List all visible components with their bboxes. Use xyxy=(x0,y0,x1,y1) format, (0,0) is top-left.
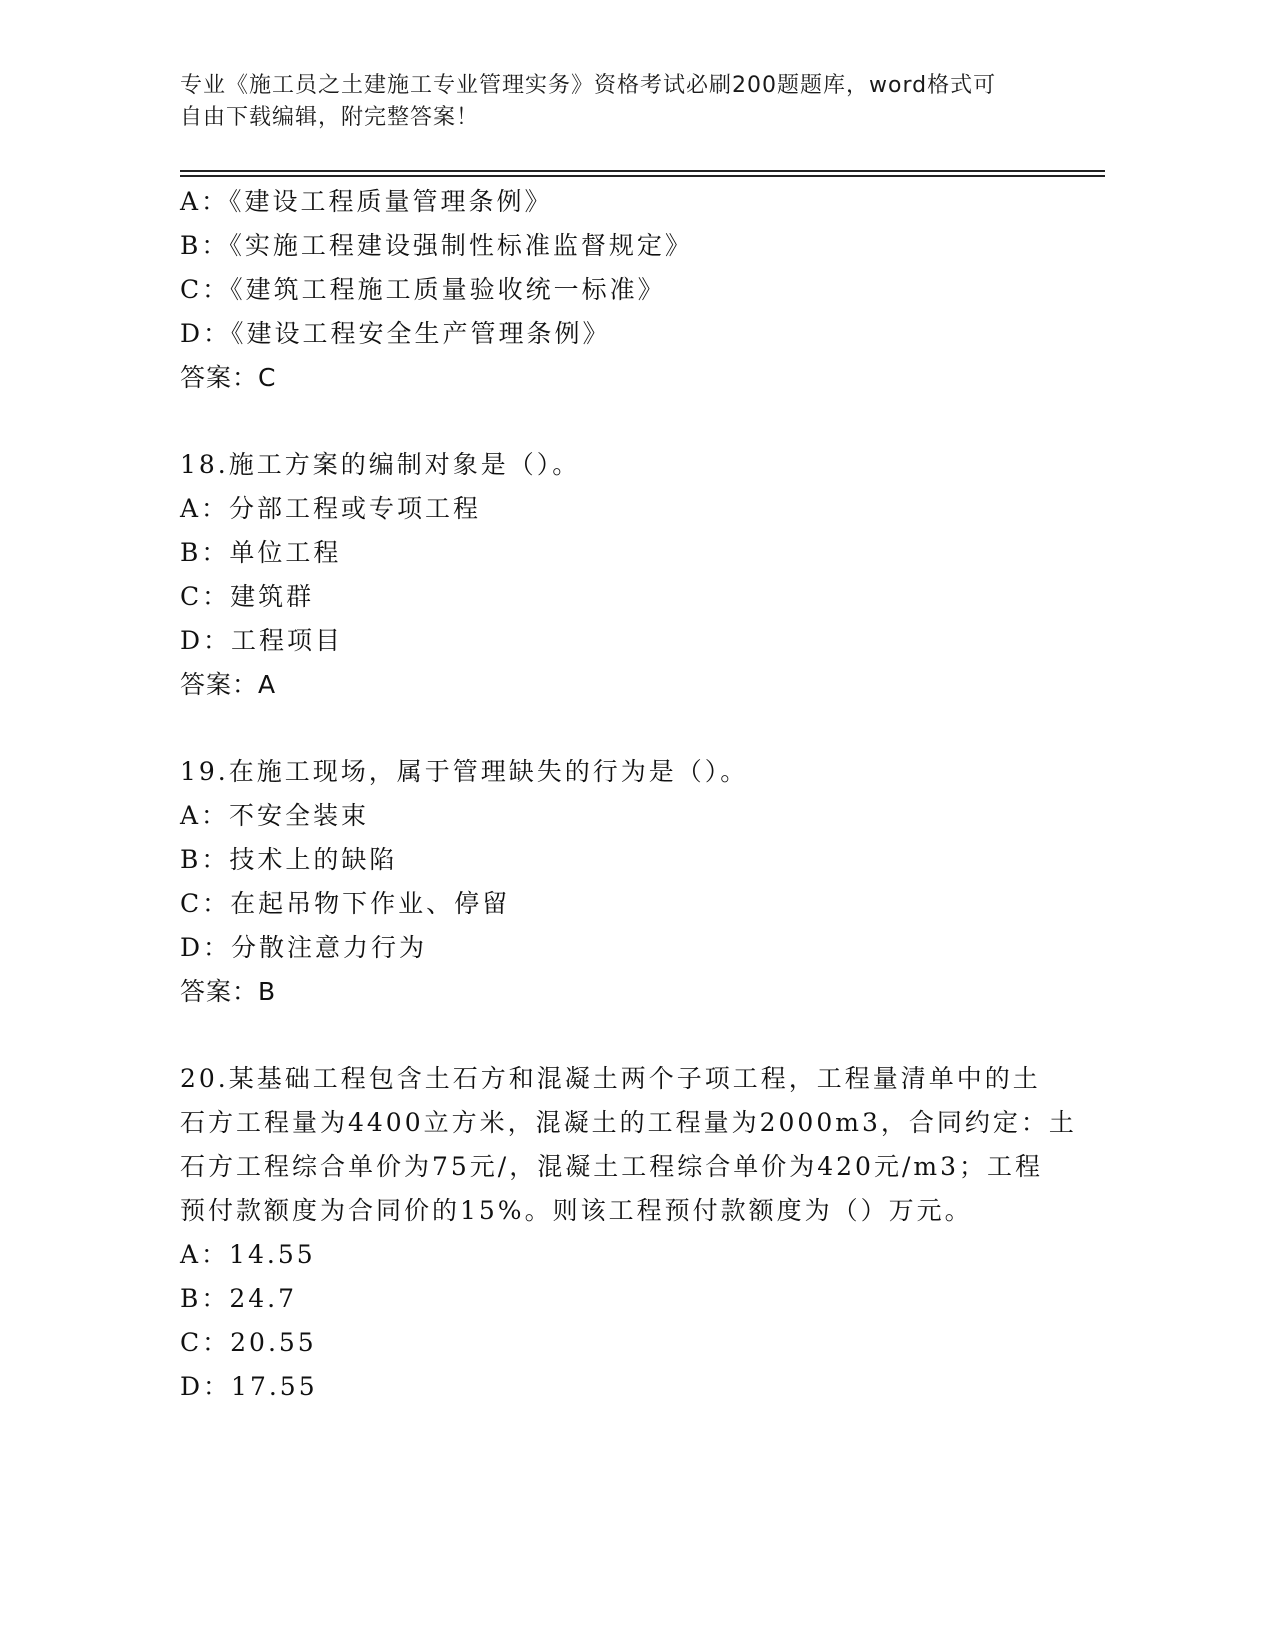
option-b: B：单位工程 xyxy=(180,538,342,567)
option-c: C：《建筑工程施工质量验收统一标准》 xyxy=(180,275,666,304)
option-d: D：分散注意力行为 xyxy=(180,933,428,962)
option-a: A：《建设工程质量管理条例》 xyxy=(180,187,553,216)
option-a: A：14.55 xyxy=(180,1240,316,1269)
answer-line: 答案：B xyxy=(180,977,277,1006)
answer-line: 答案：C xyxy=(180,363,277,392)
question-20 xyxy=(180,1057,1077,1409)
option-d: D：工程项目 xyxy=(180,626,344,655)
question-stem: 18.施工方案的编制对象是（）。 xyxy=(180,450,581,479)
question-19 xyxy=(180,750,1060,1014)
question-stem-line-1: 20.某基础工程包含土石方和混凝土两个子项工程，工程量清单中的土 xyxy=(180,1064,1041,1093)
spacer xyxy=(180,400,1060,443)
spacer xyxy=(180,1014,1060,1057)
answer-line: 答案：A xyxy=(180,670,277,699)
document-header xyxy=(180,70,1040,134)
question-stem-line-4: 预付款额度为合同价的15%。则该工程预付款额度为（）万元。 xyxy=(180,1196,973,1225)
option-c: C：建筑群 xyxy=(180,582,315,611)
question-18 xyxy=(180,443,1060,707)
header-line-1: 专业《施工员之土建施工专业管理实务》资格考试必刷200题题库，word格式可 xyxy=(180,73,997,98)
spacer xyxy=(180,707,1060,750)
option-c: C：20.55 xyxy=(180,1328,317,1357)
header-line-2: 自由下载编辑，附完整答案！ xyxy=(180,105,480,130)
header-divider-bottom xyxy=(180,175,1105,177)
option-d: D：17.55 xyxy=(180,1372,318,1401)
header-divider-top xyxy=(180,170,1105,172)
option-a: A：不安全装束 xyxy=(180,801,370,830)
question-stem-line-3: 石方工程综合单价为75元/，混凝土工程综合单价为420元/m3；工程 xyxy=(180,1152,1043,1181)
question-list xyxy=(180,180,1077,1409)
option-d: D：《建设工程安全生产管理条例》 xyxy=(180,319,611,348)
option-b: B：技术上的缺陷 xyxy=(180,845,398,874)
option-b: B：24.7 xyxy=(180,1284,298,1313)
option-a: A：分部工程或专项工程 xyxy=(180,494,482,523)
option-b: B：《实施工程建设强制性标准监督规定》 xyxy=(180,231,693,260)
question-stem: 19.在施工现场，属于管理缺失的行为是（）。 xyxy=(180,757,749,786)
question-stem-line-2: 石方工程量为4400立方米，混凝土的工程量为2000m3，合同约定：土 xyxy=(180,1108,1077,1137)
option-c: C：在起吊物下作业、停留 xyxy=(180,889,511,918)
question-17 xyxy=(180,180,1060,400)
